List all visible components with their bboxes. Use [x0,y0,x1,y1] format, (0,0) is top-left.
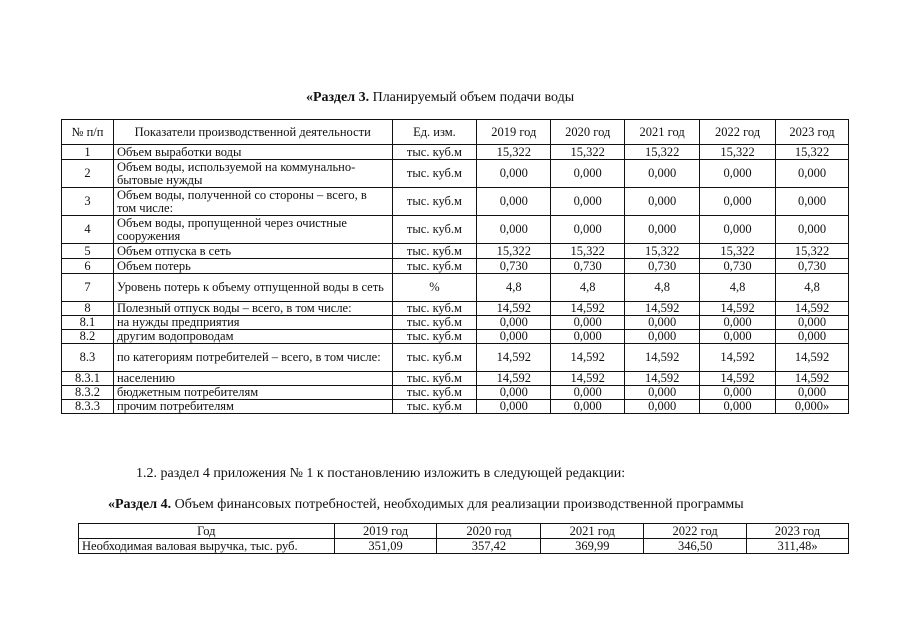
row-unit: тыс. куб.м [392,302,477,316]
value-cell: 0,000 [551,316,625,330]
section-3-prefix: «Раздел 3. [306,90,370,105]
value-cell: 4,8 [625,274,700,302]
value-cell: 15,322 [551,145,625,160]
value-cell: 0,000 [776,386,849,400]
value-cell: 311,48» [747,539,849,554]
value-cell: 0,730 [700,259,776,274]
table-row [62,344,849,372]
value-cell: 15,322 [625,145,700,160]
value-cell: 0,000 [700,330,776,344]
value-cell: 14,592 [776,372,849,386]
value-cell: 0,000 [776,316,849,330]
value-cell: 0,000 [551,216,625,244]
value-cell: 0,000 [551,188,625,216]
row-unit: тыс. куб.м [392,188,477,216]
row-indicator: Объем воды, используемой на коммунально-бытовые нужды [113,160,392,188]
value-cell: 0,000 [625,400,700,414]
value-cell: 0,000 [700,188,776,216]
value-cell: 4,8 [477,274,551,302]
value-cell: 0,730 [776,259,849,274]
section-4-heading [108,497,744,513]
header-cell: Год [79,524,335,539]
row-unit: тыс. куб.м [392,330,477,344]
value-cell: 0,730 [625,259,700,274]
value-cell: 369,99 [541,539,644,554]
value-cell: 351,09 [334,539,437,554]
value-cell: 0,000 [477,316,551,330]
value-cell: 0,000 [700,216,776,244]
value-cell: 15,322 [700,244,776,259]
value-cell: 0,730 [551,259,625,274]
row-indicator: Полезный отпуск воды – всего, в том числе: [113,302,392,316]
value-cell: 4,8 [700,274,776,302]
value-cell: 0,000 [551,386,625,400]
row-indicator: Объем потерь [113,259,392,274]
value-cell: 14,592 [776,344,849,372]
header-cell: 2019 год [334,524,437,539]
header-cell: 2023 год [776,120,849,145]
value-cell: 0,000 [776,216,849,244]
table-row [62,330,849,344]
header-cell: 2020 год [437,524,541,539]
value-cell: 0,730 [477,259,551,274]
header-cell: 2022 год [700,120,776,145]
table-row [62,244,849,259]
value-cell: 0,000 [625,188,700,216]
value-cell: 14,592 [551,302,625,316]
value-cell: 15,322 [477,145,551,160]
header-cell: Ед. изм. [392,120,477,145]
row-number: 8.3 [62,344,114,372]
value-cell: 0,000 [700,400,776,414]
value-cell: 14,592 [776,302,849,316]
table-row [62,316,849,330]
table-header-row [79,524,849,539]
value-cell: 14,592 [625,372,700,386]
section-3-title: Планируемый объем подачи воды [369,90,575,105]
row-indicator: Объем воды, полученной со стороны – всего, в том числе: [113,188,392,216]
value-cell: 14,592 [551,344,625,372]
value-cell: 14,592 [477,344,551,372]
value-cell: 0,000 [625,160,700,188]
row-number: 8 [62,302,114,316]
header-cell: Показатели производственной деятельности [113,120,392,145]
row-unit: % [392,274,477,302]
row-number: 8.1 [62,316,114,330]
value-cell: 357,42 [437,539,541,554]
value-cell: 4,8 [776,274,849,302]
header-cell: 2019 год [477,120,551,145]
amendment-paragraph: 1.2. раздел 4 приложения № 1 к постановлению изложить в следующей редакции: [136,466,626,481]
table-row [62,274,849,302]
value-cell: 15,322 [700,145,776,160]
header-cell: 2021 год [625,120,700,145]
row-number: 8.2 [62,330,114,344]
value-cell: 15,322 [776,244,849,259]
row-indicator: Объем выработки воды [113,145,392,160]
row-unit: тыс. куб.м [392,386,477,400]
row-unit: тыс. куб.м [392,400,477,414]
row-number: 6 [62,259,114,274]
value-cell: 14,592 [700,302,776,316]
value-cell: 0,000 [776,188,849,216]
value-cell: 14,592 [551,372,625,386]
row-unit: тыс. куб.м [392,372,477,386]
row-number: 1 [62,145,114,160]
value-cell: 0,000 [477,330,551,344]
row-unit: тыс. куб.м [392,259,477,274]
value-cell: 14,592 [625,302,700,316]
table-row [62,216,849,244]
value-cell: 4,8 [551,274,625,302]
section-4-title: Объем финансовых потребностей, необходимых для реализации производственной программы [171,497,744,512]
value-cell: 0,000 [625,386,700,400]
water-supply-table [61,119,849,414]
row-number: 3 [62,188,114,216]
value-cell: 0,000 [700,316,776,330]
table-row [62,372,849,386]
table-row [62,302,849,316]
table-row [62,188,849,216]
row-number: 8.3.3 [62,400,114,414]
value-cell: 0,000 [477,216,551,244]
value-cell: 0,000 [776,160,849,188]
row-indicator: Необходимая валовая выручка, тыс. руб. [79,539,335,554]
row-unit: тыс. куб.м [392,316,477,330]
header-cell: 2021 год [541,524,644,539]
value-cell: 14,592 [700,372,776,386]
value-cell: 0,000 [625,316,700,330]
value-cell: 15,322 [477,244,551,259]
value-cell: 0,000 [477,400,551,414]
value-cell: 0,000 [700,386,776,400]
row-number: 7 [62,274,114,302]
value-cell: 0,000 [551,160,625,188]
row-indicator: по категориям потребителей – всего, в том числе: [113,344,392,372]
value-cell: 14,592 [477,302,551,316]
header-cell: № п/п [62,120,114,145]
value-cell: 0,000 [625,330,700,344]
value-cell: 0,000» [776,400,849,414]
value-cell: 15,322 [625,244,700,259]
value-cell: 346,50 [644,539,747,554]
value-cell: 14,592 [700,344,776,372]
header-cell: 2022 год [644,524,747,539]
section-4-prefix: «Раздел 4. [108,497,172,512]
row-number: 4 [62,216,114,244]
value-cell: 0,000 [477,160,551,188]
value-cell: 0,000 [776,330,849,344]
row-indicator: другим водопроводам [113,330,392,344]
value-cell: 0,000 [477,386,551,400]
value-cell: 0,000 [551,330,625,344]
table-header-row [62,120,849,145]
row-indicator: на нужды предприятия [113,316,392,330]
table-row [79,539,849,554]
table-row [62,386,849,400]
value-cell: 15,322 [776,145,849,160]
header-cell: 2023 год [747,524,849,539]
value-cell: 0,000 [700,160,776,188]
table-row [62,160,849,188]
value-cell: 14,592 [625,344,700,372]
row-indicator: Объем отпуска в сеть [113,244,392,259]
row-indicator: прочим потребителям [113,400,392,414]
table-row [62,259,849,274]
value-cell: 15,322 [551,244,625,259]
value-cell: 0,000 [477,188,551,216]
row-unit: тыс. куб.м [392,216,477,244]
row-unit: тыс. куб.м [392,145,477,160]
row-number: 2 [62,160,114,188]
value-cell: 0,000 [551,400,625,414]
row-unit: тыс. куб.м [392,160,477,188]
row-indicator: бюджетным потребителям [113,386,392,400]
row-unit: тыс. куб.м [392,344,477,372]
row-number: 8.3.1 [62,372,114,386]
header-cell: 2020 год [551,120,625,145]
financial-needs-table [78,523,849,554]
table-row [62,145,849,160]
row-indicator: Уровень потерь к объему отпущенной воды в сеть [113,274,392,302]
table-row [62,400,849,414]
value-cell: 14,592 [477,372,551,386]
row-number: 8.3.2 [62,386,114,400]
section-3-heading [306,90,574,106]
row-indicator: Объем воды, пропущенной через очистные сооружения [113,216,392,244]
row-number: 5 [62,244,114,259]
row-unit: тыс. куб.м [392,244,477,259]
row-indicator: населению [113,372,392,386]
value-cell: 0,000 [625,216,700,244]
